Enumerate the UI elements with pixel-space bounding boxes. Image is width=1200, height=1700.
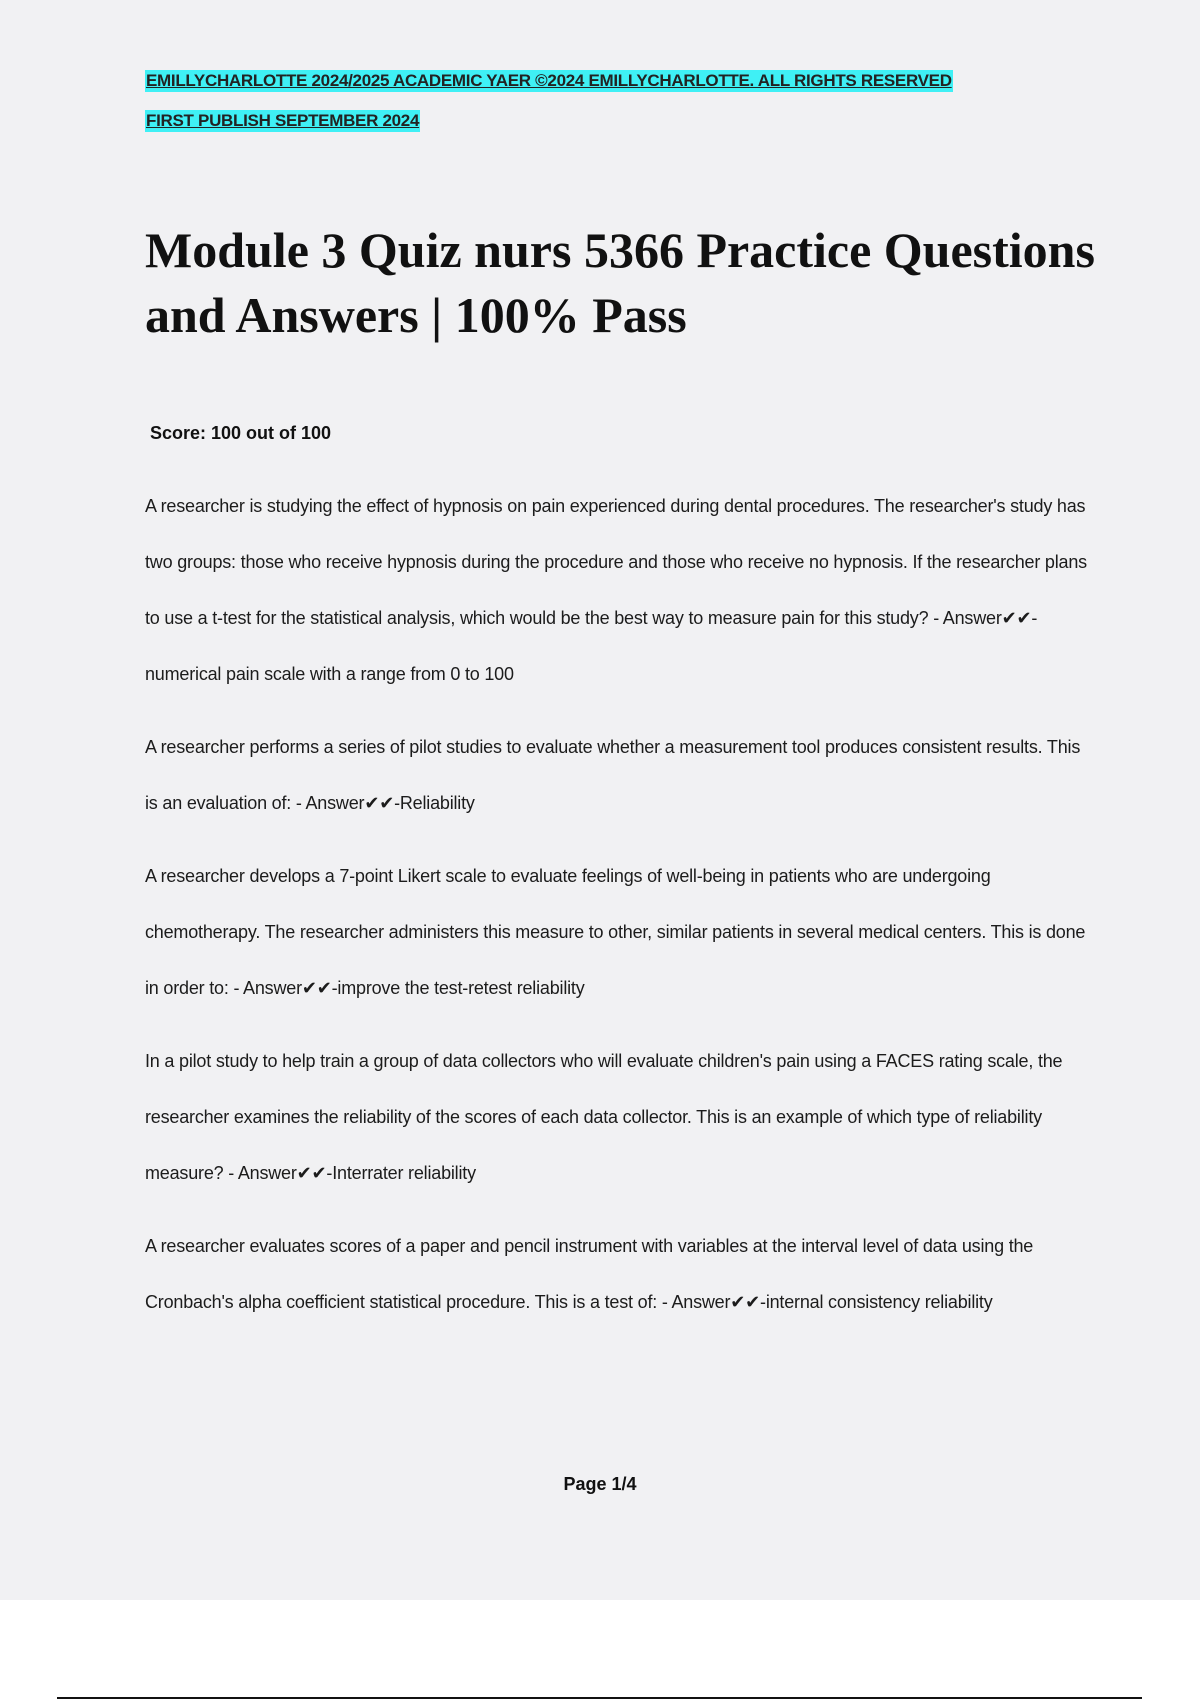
bottom-divider bbox=[57, 1697, 1142, 1699]
page-number: Page 1/4 bbox=[563, 1474, 637, 1494]
question-answer-item: A researcher develops a 7-point Likert scale to evaluate feelings of well-being in patients who are undergoing chemotherapy. The researcher administers this measure to other, similar patients in several medical centers. This is done in order to: - Answer✔✔-improve the test-retest reliability bbox=[145, 866, 1086, 998]
question-answer-item: In a pilot study to help train a group of data collectors who will evaluate children's pain using a FACES rating scale, the researcher examines the reliability of the scores of each data collector. This is an example of which type of reliability measure? - Answer✔✔-Interrater reliability bbox=[145, 1051, 1063, 1183]
copyright-header bbox=[145, 70, 953, 132]
score-line: Score: 100 out of 100 bbox=[150, 423, 332, 443]
question-answer-list bbox=[145, 478, 1095, 1347]
question-answer-item: A researcher performs a series of pilot studies to evaluate whether a measurement tool produces consistent results. This is an evaluation of: - Answer✔✔-Reliability bbox=[145, 737, 1081, 813]
copyright-line: EMILLYCHARLOTTE 2024/2025 ACADEMIC YAER ©2024 EMILLYCHARLOTTE. ALL RIGHTS RESERVED bbox=[146, 71, 952, 90]
document-title: Module 3 Quiz nurs 5366 Practice Questions and Answers | 100% Pass bbox=[145, 222, 1095, 343]
question-answer-item: A researcher evaluates scores of a paper and pencil instrument with variables at the interval level of data using the Cronbach's alpha coefficient statistical procedure. This is a test of: - Answer✔✔-internal consistency reliability bbox=[145, 1236, 1034, 1312]
publish-date-line: FIRST PUBLISH SEPTEMBER 2024 bbox=[146, 111, 420, 130]
question-answer-item: A researcher is studying the effect of hypnosis on pain experienced during dental procedures. The researcher's study has two groups: those who receive hypnosis during the procedure and those who receive no hypnosis. If the researcher plans to use a t-test for the statistical analysis, which would be the best way to measure pain for this study? - Answer✔✔-numerical pain scale with a range from 0 to 100 bbox=[145, 496, 1087, 684]
